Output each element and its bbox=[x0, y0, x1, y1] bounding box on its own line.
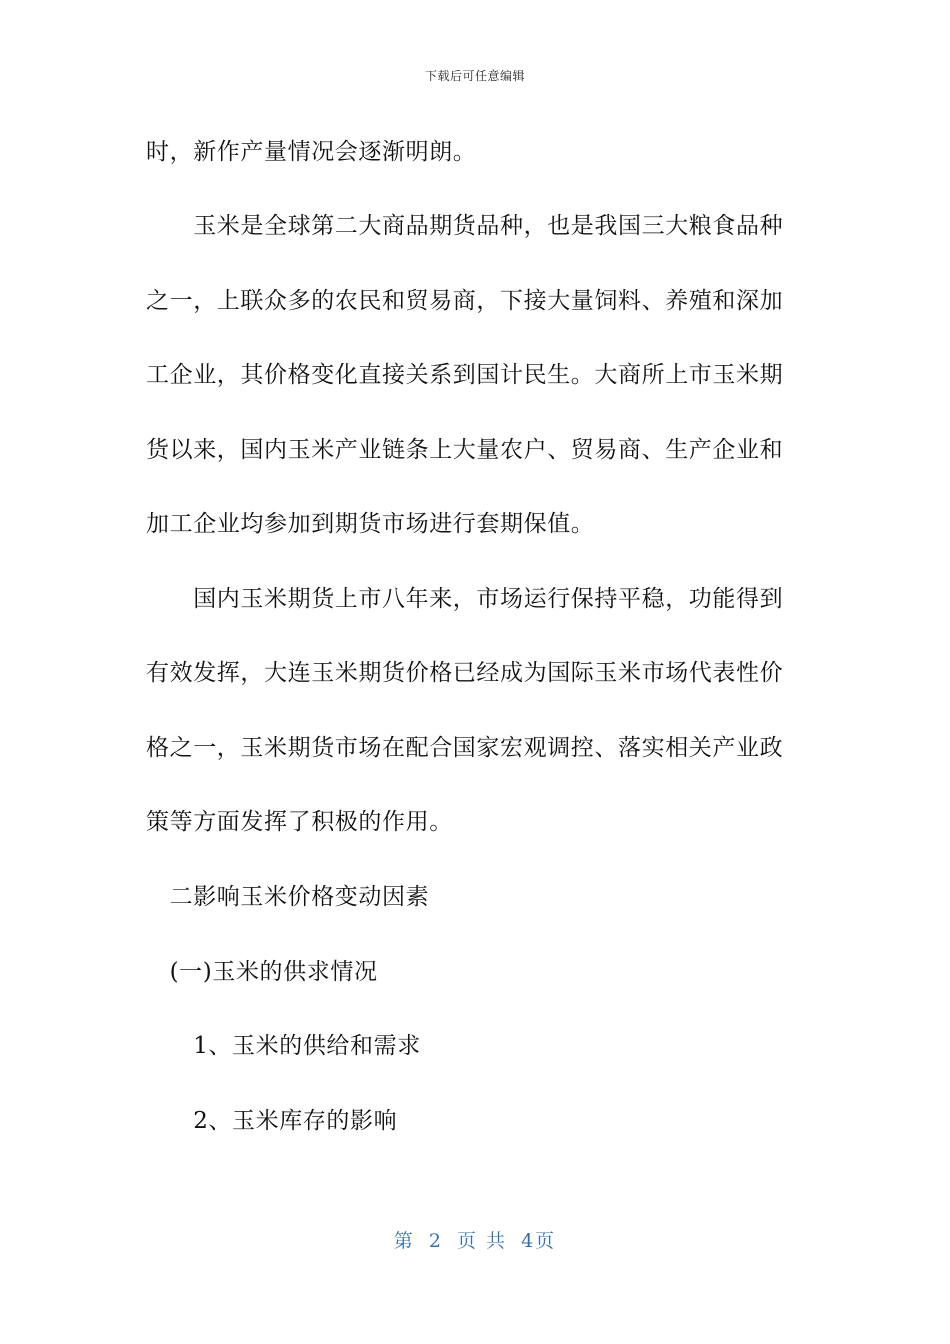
body-line: 加工企业均参加到期货市场进行套期保值。 bbox=[146, 511, 595, 537]
body-line: 策等方面发挥了积极的作用。 bbox=[146, 809, 453, 835]
page-label-prefix: 第 bbox=[393, 1230, 415, 1252]
body-line: 工企业，其价格变化直接关系到国计民生。大商所上市玉米期 bbox=[146, 362, 784, 388]
body-line: 有效发挥，大连玉米期货价格已经成为国际玉米市场代表性价 bbox=[146, 660, 784, 686]
page-label-mid: 页 共 bbox=[457, 1230, 508, 1252]
current-page-number: 2 bbox=[428, 1230, 443, 1252]
subsection-heading: (一)玉米的供求情况 bbox=[146, 959, 378, 985]
body-line: 时，新作产量情况会逐渐明朗。 bbox=[146, 139, 477, 165]
header-note: 下载后可任意编辑 bbox=[424, 69, 525, 83]
body-line: 国内玉米期货上市八年来，市场运行保持平稳，功能得到 bbox=[146, 586, 784, 612]
page-footer bbox=[0, 1226, 950, 1253]
body-line: 之一，上联众多的农民和贸易商，下接大量饲料、养殖和深加 bbox=[146, 288, 784, 314]
body-line: 货以来，国内玉米产业链条上大量农户、贸易商、生产企业和 bbox=[146, 437, 784, 463]
list-item: 2、玉米库存的影响 bbox=[146, 1108, 398, 1134]
section-heading: 二影响玉米价格变动因素 bbox=[146, 884, 430, 910]
total-pages: 4页 bbox=[521, 1230, 557, 1252]
body-line: 格之一，玉米期货市场在配合国家宏观调控、落实相关产业政 bbox=[146, 735, 784, 761]
body-line: 玉米是全球第二大商品期货品种，也是我国三大粮食品种 bbox=[146, 213, 784, 239]
list-item: 1、玉米的供给和需求 bbox=[146, 1033, 421, 1059]
